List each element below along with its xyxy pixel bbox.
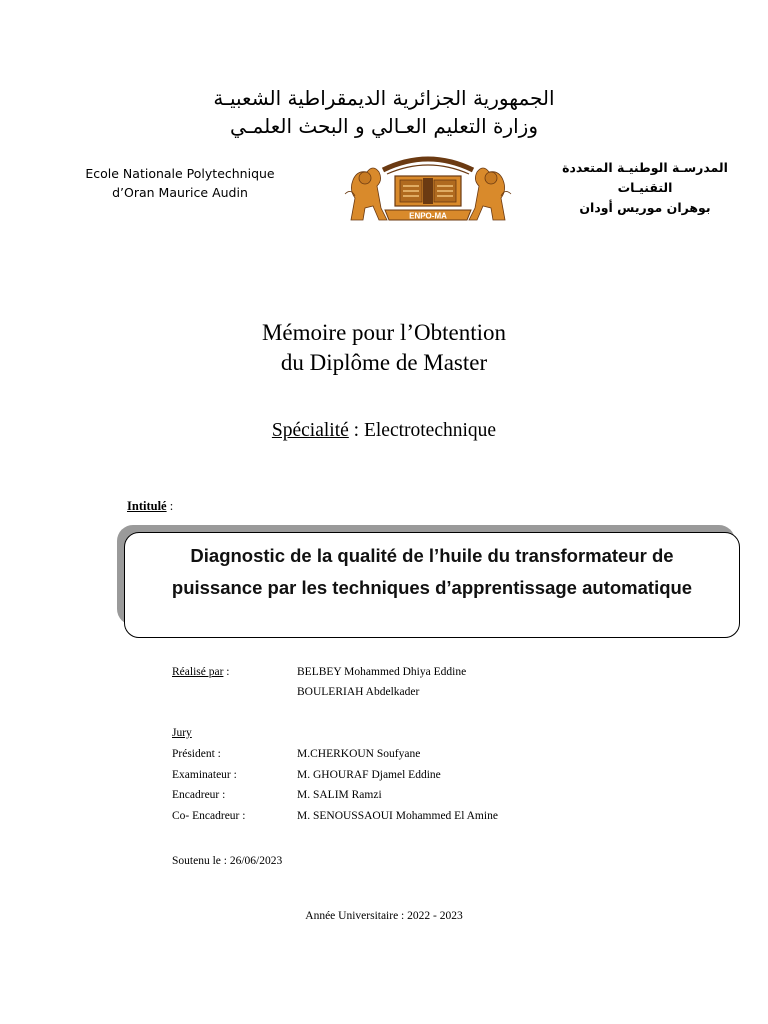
school-name-french-line1: Ecole Nationale Polytechnique — [85, 166, 275, 181]
document-type-heading — [0, 318, 768, 378]
jury-member-name: M. GHOURAF Djamel Eddine — [297, 769, 441, 781]
intitule-line — [127, 499, 173, 514]
thesis-title-line1: Diagnostic de la qualité de l’huile du transformateur de — [190, 545, 674, 566]
author-1: BELBEY Mohammed Dhiya Eddine — [297, 666, 467, 678]
thesis-title-line2: puissance par les techniques d’apprentissage automatique — [171, 577, 693, 598]
school-name-arabic-line2: بوهران موريس أودان — [579, 200, 711, 215]
school-name-french — [80, 164, 280, 202]
specialite-separator: : — [348, 420, 364, 441]
realise-colon: : — [223, 666, 230, 678]
memoire-line1: Mémoire pour l’Obtention — [261, 320, 506, 345]
jury-member-name: M.CHERKOUN Soufyane — [297, 748, 421, 760]
ministry-name-arabic: وزارة التعليم العـالي و البحث العلمـي — [229, 114, 539, 138]
jury-row — [172, 810, 498, 822]
intitule-colon: : — [166, 499, 174, 513]
republic-name-arabic: الجمهورية الجزائرية الديمقراطية الشعبيـة — [213, 86, 555, 110]
jury-role: Encadreur : — [172, 789, 226, 801]
school-logo — [343, 150, 513, 225]
intitule-label: Intitulé — [127, 499, 167, 513]
jury-role: Co- Encadreur : — [172, 810, 246, 822]
school-name-french-line2: d’Oran Maurice Audin — [112, 185, 248, 200]
school-name-arabic — [540, 158, 750, 218]
logo-ribbon-text: ENPO-MA — [409, 211, 447, 221]
memoire-line2: du Diplôme de Master — [280, 350, 488, 375]
specialite-line — [0, 420, 768, 442]
specialite-label: Spécialité — [271, 420, 349, 441]
jury-heading: Jury — [172, 727, 192, 739]
jury-role: Président : — [172, 748, 221, 760]
thesis-title — [124, 540, 740, 604]
jury-member-name: M. SENOUSSAOUI Mohammed El Amine — [297, 810, 498, 822]
realise-label: Réalisé par — [172, 666, 224, 678]
jury-row — [172, 748, 421, 760]
school-name-arabic-line1: المدرسـة الوطنيـة المتعددة التقنيـات — [562, 160, 728, 195]
academic-year: Année Universitaire : 2022 - 2023 — [305, 910, 463, 922]
jury-row — [172, 769, 441, 781]
jury-row — [172, 789, 382, 801]
specialite-value: Electrotechnique — [363, 420, 497, 441]
jury-member-name: M. SALIM Ramzi — [297, 789, 382, 801]
ministry-header — [0, 84, 768, 140]
author-2: BOULERIAH Abdelkader — [297, 686, 420, 698]
defense-date: Soutenu le : 26/06/2023 — [172, 855, 283, 867]
enpo-ma-emblem-icon — [343, 150, 513, 225]
jury-role: Examinateur : — [172, 769, 237, 781]
realise-row — [172, 666, 467, 678]
